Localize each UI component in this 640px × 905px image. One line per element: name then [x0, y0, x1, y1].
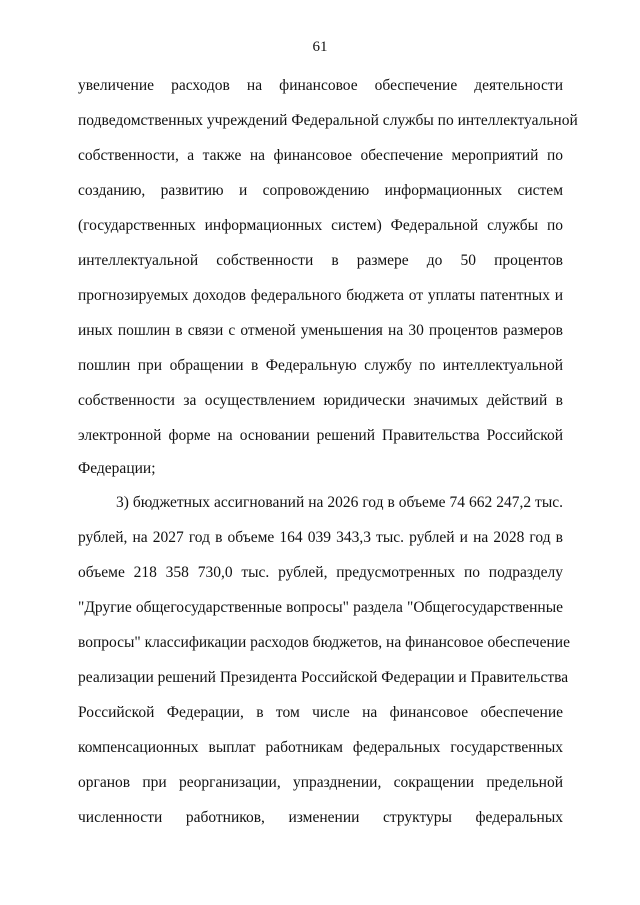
- text-line: электронной форме на основании решений Правительства Российской: [78, 427, 563, 444]
- text-line: подведомственных учреждений Федеральной службы по интеллектуальной: [78, 112, 578, 129]
- text-line: органов при реорганизации, упразднении, сокращении предельной: [78, 774, 563, 791]
- text-line: реализации решений Президента Российской Федерации и Правительства: [78, 669, 569, 686]
- text-line: пошлин при обращении в Федеральную службу по интеллектуальной: [78, 357, 563, 374]
- text-line: иных пошлин в связи с отменой уменьшения на 30 процентов размеров: [78, 322, 563, 339]
- text-line: компенсационных выплат работникам федеральных государственных: [78, 739, 563, 756]
- text-line: (государственных информационных систем) Федеральной службы по: [78, 217, 563, 234]
- text-line: интеллектуальной собственности в размере до 50 процентов: [78, 252, 563, 269]
- text-line: численности работников, изменении структуры федеральных: [78, 809, 563, 826]
- text-line: вопросы" классификации расходов бюджетов, на финансовое обеспечение: [78, 634, 570, 651]
- text-line: собственности, а также на финансовое обеспечение мероприятий по: [78, 147, 563, 164]
- text-line: рублей, на 2027 год в объеме 164 039 343,3 тыс. рублей и на 2028 год в: [78, 529, 563, 546]
- text-line: 3) бюджетных ассигнований на 2026 год в объеме 74 662 247,2 тыс.: [116, 494, 563, 511]
- text-line: созданию, развитию и сопровождению информационных систем: [78, 182, 563, 199]
- page-number: 61: [312, 39, 328, 55]
- text-line: Российской Федерации, в том числе на финансовое обеспечение: [78, 704, 563, 721]
- text-line: прогнозируемых доходов федерального бюджета от уплаты патентных и: [78, 287, 563, 304]
- text-line: объеме 218 358 730,0 тыс. рублей, предусмотренных по подразделу: [78, 564, 563, 581]
- text-line: Федерации;: [78, 460, 156, 477]
- text-line: "Другие общегосударственные вопросы" раздела "Общегосударственные: [78, 599, 563, 616]
- text-line: увеличение расходов на финансовое обеспечение деятельности: [78, 77, 563, 94]
- text-line: собственности за осуществлением юридически значимых действий в: [78, 392, 563, 409]
